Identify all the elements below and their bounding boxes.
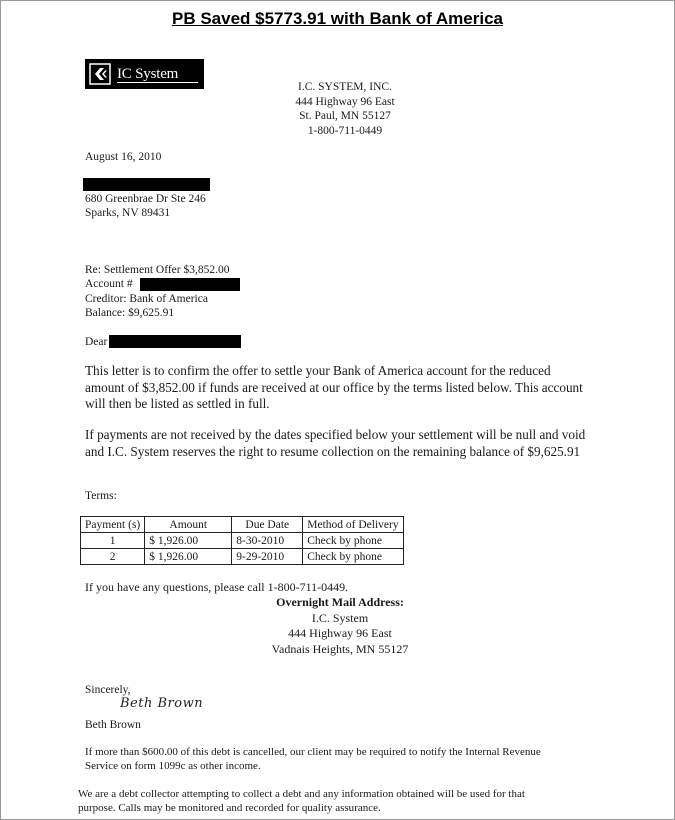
redacted-recipient-salutation (109, 335, 241, 348)
terms-table-header (81, 517, 404, 533)
table-cell: $ 1,926.00 (145, 533, 232, 549)
questions-line: If you have any questions, please call 1-800-711-0449. (85, 580, 349, 594)
table-cell: $ 1,926.00 (145, 549, 232, 565)
table-cell: 1 (81, 533, 145, 549)
signer-name: Beth Brown (85, 719, 141, 731)
paragraph-confirm-offer: This letter is to confirm the offer to settle your Bank of America account for the reduced amount of $3,852.00 if funds are received at our office by the terms listed below. This account will then be listed as settled in full. (85, 363, 583, 411)
salutation: Dear (85, 336, 108, 348)
table-row (81, 533, 404, 549)
sender-name: I.C. SYSTEM, INC. (298, 81, 392, 93)
sender-address (270, 80, 420, 138)
terms-table (80, 516, 404, 565)
table-cell: 8-30-2010 (232, 533, 303, 549)
sender-city: St. Paul, MN 55127 (299, 110, 391, 122)
sender-street: 444 Highway 96 East (295, 95, 395, 108)
handwritten-signature: Beth Brown (120, 696, 204, 711)
debt-collector-notice: We are a debt collector attempting to collect a debt and any information obtained will be used for that purpose. Calls may be monitored and recorded for quality assurance. (78, 788, 525, 814)
page-headline: PB Saved $5773.91 with Bank of America (171, 9, 504, 28)
overnight-title: Overnight Mail Address: (276, 595, 404, 609)
re-balance: Balance: $9,625.91 (85, 307, 175, 319)
paragraph-payment-terms: If payments are not received by the dates specified below your settlement will be null and void and I.C. System reserves the right to resume collection on the remaining balance of $9,625.91 (85, 427, 586, 459)
redacted-recipient-name (83, 178, 210, 191)
overnight-street: 444 Highway 96 East (288, 626, 392, 640)
irs-notice: If more than $600.00 of this debt is cancelled, our client may be required to notify the Internal Revenue Service on form 1099c as other income. (85, 746, 541, 772)
table-header-cell: Amount (145, 517, 232, 533)
table-header-cell: Payment (s) (81, 517, 145, 533)
table-row (81, 549, 404, 565)
table-header-cell: Due Date (232, 517, 303, 533)
table-cell: Check by phone (303, 549, 403, 565)
recipient-city: Sparks, NV 89431 (85, 207, 171, 219)
sender-phone: 1-800-711-0449 (307, 124, 383, 137)
table-cell: Check by phone (303, 533, 403, 549)
re-account-label: Account # (85, 278, 133, 290)
logo-underline (117, 82, 198, 83)
logo-text: IC System (117, 65, 179, 82)
letter-date: August 16, 2010 (85, 151, 162, 163)
re-settlement: Re: Settlement Offer $3,852.00 (85, 264, 230, 276)
table-header-cell: Method of Delivery (303, 517, 403, 533)
re-creditor: Creditor: Bank of America (85, 293, 208, 305)
ic-system-logo (85, 59, 204, 89)
terms-label: Terms: (85, 490, 117, 502)
table-cell: 2 (81, 549, 145, 565)
overnight-mail-address (240, 595, 440, 657)
redacted-account-number (140, 278, 240, 291)
table-cell: 9-29-2010 (232, 549, 303, 565)
recipient-street: 680 Greenbrae Dr Ste 246 (85, 193, 206, 205)
ic-system-logo-icon (89, 63, 111, 85)
overnight-name: I.C. System (311, 610, 369, 625)
closing: Sincerely, (85, 684, 131, 696)
overnight-city: Vadnais Heights, MN 55127 (271, 641, 409, 656)
